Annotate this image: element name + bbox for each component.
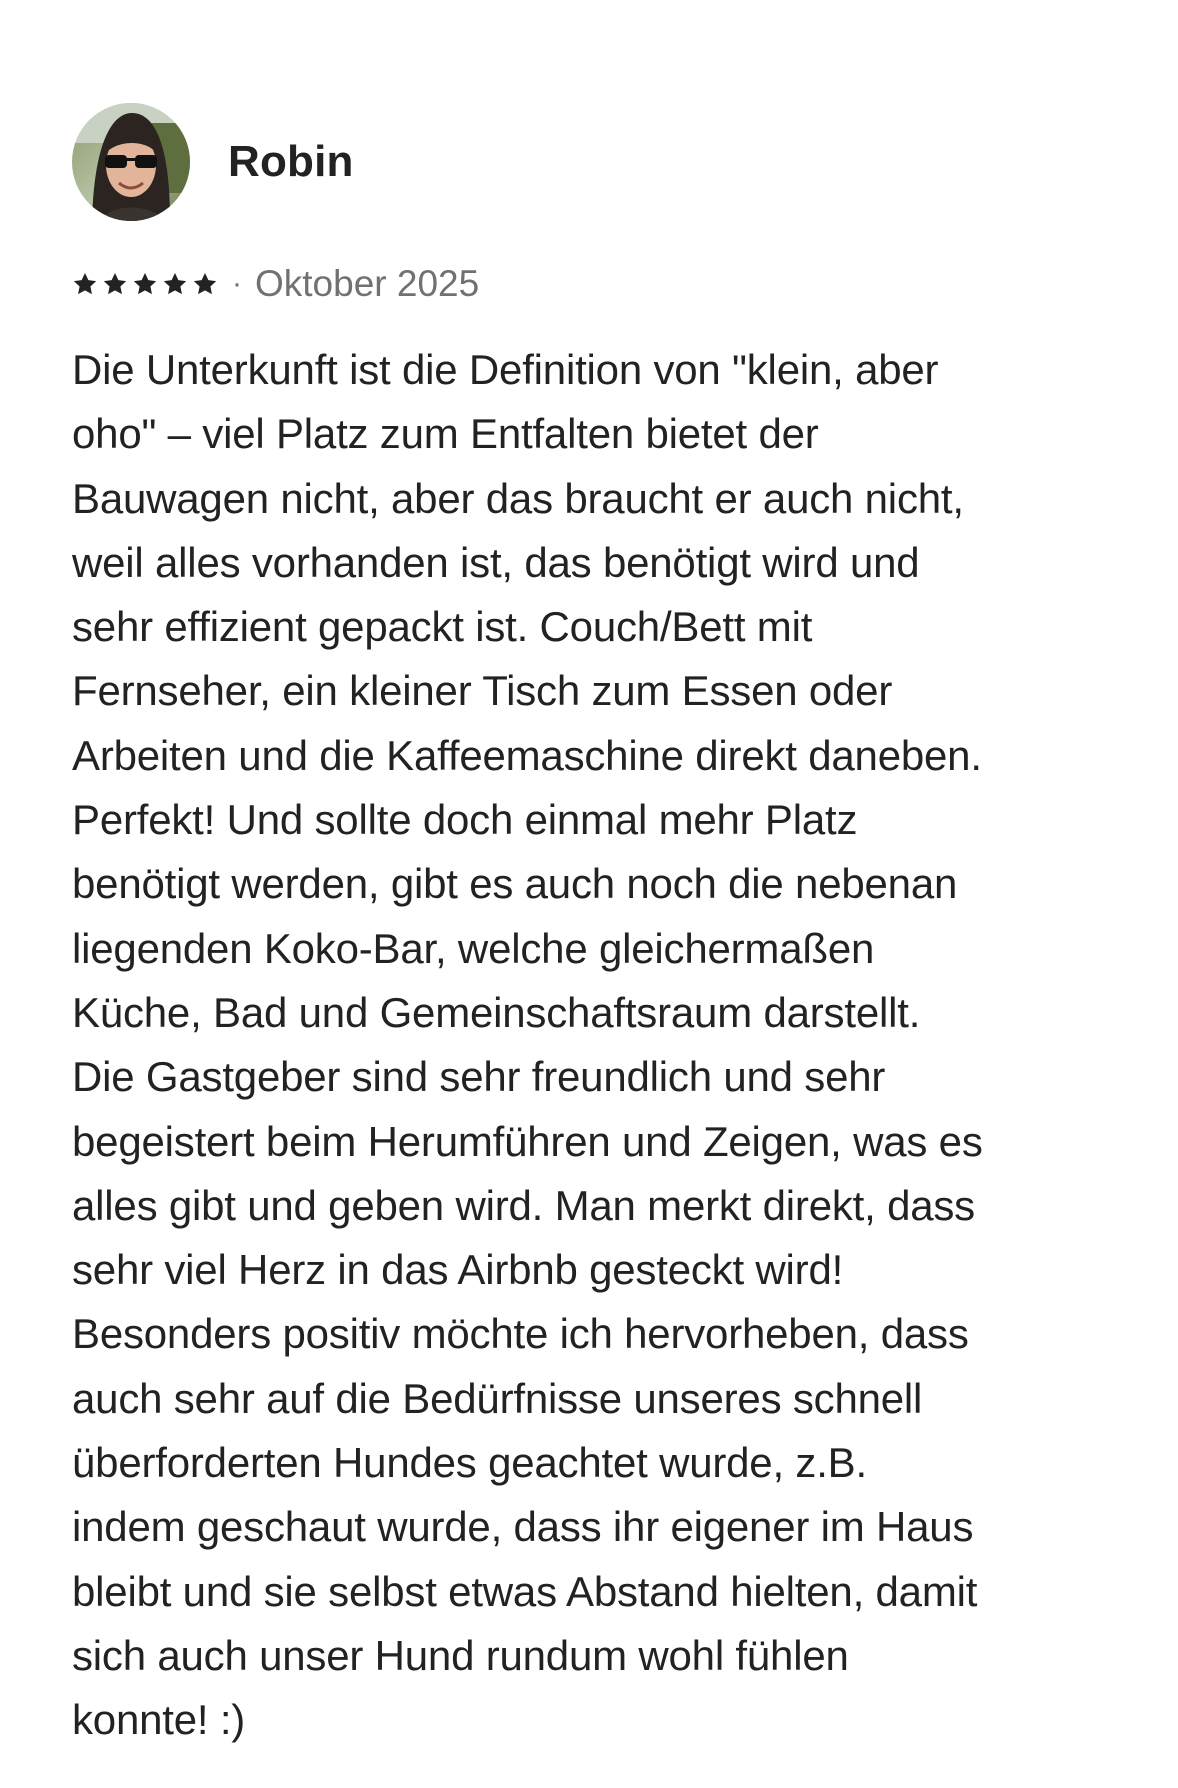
star-rating — [72, 271, 218, 297]
review-meta — [72, 260, 1112, 308]
review-card — [72, 102, 1112, 1753]
meta-separator: · — [232, 267, 242, 300]
reviewer-header — [72, 102, 1112, 222]
review-text: Die Unterkunft ist die Definition von "klein, aber oho" – viel Platz zum Entfalten bietet der Bauwagen nicht, aber das braucht er auch nicht, weil alles vorhanden ist, das benötigt wird und sehr effizient gepackt ist. Couch/Bett mit Fernseher, ein kleiner Tisch zum Essen oder Arbeiten und die Kaffeemaschine direkt daneben. Perfekt! Und sollte doch einmal mehr Platz benötigt werden, gibt es auch noch die nebenan liegenden Koko-Bar, welche gleichermaßen Küche, Bad und Gemeinschaftsraum darstellt. Die Gastgeber sind sehr freundlich und sehr begeistert beim Herumführen und Zeigen, was es alles gibt und geben wird. Man merkt direkt, dass sehr viel Herz in das Airbnb gesteckt wird! Besonders positiv möchte ich hervorheben, dass auch sehr auf die Bedürfnisse unseres schnell überforderten Hundes geachtet wurde, z.B. indem geschaut wurde, dass ihr eigener im Haus bleibt und sie selbst etwas Abstand hielten, damit sich auch unser Hund rundum wohl fühlen konnte! :) — [72, 346, 983, 1744]
avatar-photo — [72, 103, 190, 221]
star-icon — [132, 271, 158, 297]
reviewer-name: Robin — [228, 137, 354, 186]
star-icon — [192, 271, 218, 297]
avatar[interactable] — [72, 103, 190, 221]
review-date: Oktober 2025 — [255, 263, 480, 304]
star-icon — [102, 271, 128, 297]
star-icon — [72, 271, 98, 297]
star-icon — [162, 271, 188, 297]
